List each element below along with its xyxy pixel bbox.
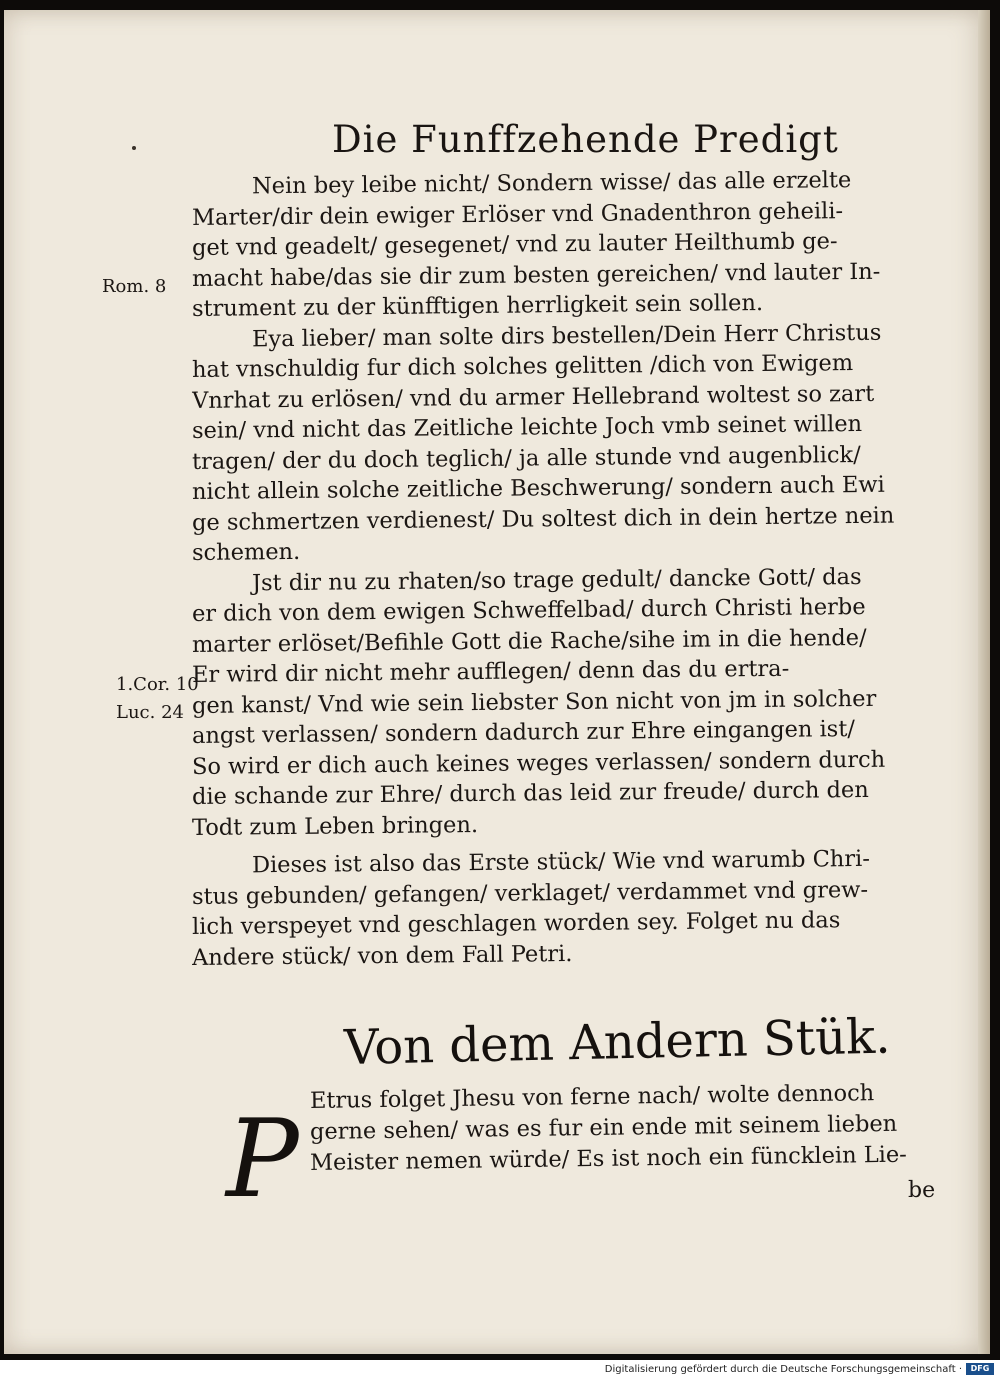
text-line: Marter/dir dein ewiger Erlöser vnd Gnadenthron geheili- bbox=[191, 197, 844, 231]
text-line: die schande zur Ehre/ durch das leid zur freude/ durch den bbox=[191, 776, 869, 810]
text-line: Meister nemen würde/ Es ist noch ein füncklein Lie- bbox=[309, 1141, 907, 1176]
book-page bbox=[4, 10, 990, 1354]
text-line: er dich von dem ewigen Schweffelbad/ durch Christi herbe bbox=[191, 593, 866, 627]
ink-speck bbox=[132, 146, 136, 150]
body-text bbox=[191, 167, 924, 973]
text-line: Dieses ist also das Erste stück/ Wie vnd warumb Chri- bbox=[251, 845, 871, 879]
text-line: Etrus folget Jhesu von ferne nach/ wolte dennoch bbox=[309, 1080, 875, 1114]
running-title: Die Funffzehende Predigt bbox=[332, 118, 839, 161]
text-line: macht habe/das sie dir zum besten gereichen/ vnd lauter In- bbox=[191, 258, 881, 292]
funding-notice: Digitalisierung gefördert durch die Deutsche Forschungsgemeinschaft · bbox=[604, 1364, 962, 1375]
text-line: gerne sehen/ was es fur ein ende mit seinem lieben bbox=[309, 1110, 898, 1145]
text-line: tragen/ der du doch teglich/ ja alle stunde vnd augenblick/ bbox=[191, 441, 861, 475]
text-line: Jst dir nu zu rhaten/so trage gedult/ dancke Gott/ das bbox=[251, 563, 862, 596]
margin-note-luc: Luc. 24 bbox=[116, 702, 184, 723]
text-line: Vnrhat zu erlösen/ vnd du armer Hellebrand woltest so zart bbox=[191, 380, 875, 414]
text-line: get vnd geadelt/ gesegenet/ vnd zu lauter Heilthumb ge- bbox=[191, 228, 838, 261]
text-line: stus gebunden/ gefangen/ verklaget/ verdammet vnd grew- bbox=[191, 876, 869, 910]
text-line: ge schmertzen verdienest/ Du soltest dich in dein hertze nein bbox=[191, 502, 895, 536]
text-line: Er wird dir nicht mehr aufflegen/ denn das du ertra- bbox=[191, 655, 790, 688]
text-line: angst verlassen/ sondern dadurch zur Ehre eingangen ist/ bbox=[191, 716, 856, 749]
text-line: gen kanst/ Vnd wie sein liebster Son nicht von jm in solcher bbox=[191, 685, 877, 719]
drop-cap: P bbox=[226, 1097, 299, 1222]
text-line: Todt zum Leben bringen. bbox=[191, 811, 479, 841]
section-heading: Von dem Andern Stük. bbox=[343, 1008, 891, 1076]
text-line: lich verspeyet vnd geschlagen worden sey. Folget nu das bbox=[191, 907, 841, 940]
text-line: strument zu der künfftigen herrligkeit sein sollen. bbox=[191, 290, 764, 322]
text-line: nicht allein solche zeitliche Beschwerung/ sondern auch Ewi bbox=[191, 471, 885, 505]
text-line: hat vnschuldig fur dich solches gelitten /dich von Ewigem bbox=[191, 350, 854, 383]
text-line: Nein bey leibe nicht/ Sondern wisse/ das alle erzelte bbox=[251, 167, 852, 200]
section-text bbox=[309, 1080, 940, 1179]
margin-note-cor: 1.Cor. 10 bbox=[116, 674, 199, 695]
text-line: Andere stück/ von dem Fall Petri. bbox=[191, 940, 573, 971]
text-line: schemen. bbox=[191, 538, 301, 566]
margin-note-rom: Rom. 8 bbox=[102, 276, 167, 297]
text-line: sein/ vnd nicht das Zeitliche leichte Joch vmb seinet willen bbox=[191, 410, 863, 444]
page-edge bbox=[978, 10, 990, 1354]
footer-bar bbox=[0, 1360, 1000, 1379]
text-line: Eya lieber/ man solte dirs bestellen/Dein Herr Christus bbox=[251, 319, 882, 352]
text-line: So wird er dich auch keines weges verlassen/ sondern durch bbox=[191, 746, 886, 780]
text-line: marter erlöset/Befihle Gott die Rache/sihe im in die hende/ bbox=[191, 624, 867, 658]
dfg-logo: DFG bbox=[966, 1363, 994, 1375]
catchword: be bbox=[908, 1178, 936, 1203]
